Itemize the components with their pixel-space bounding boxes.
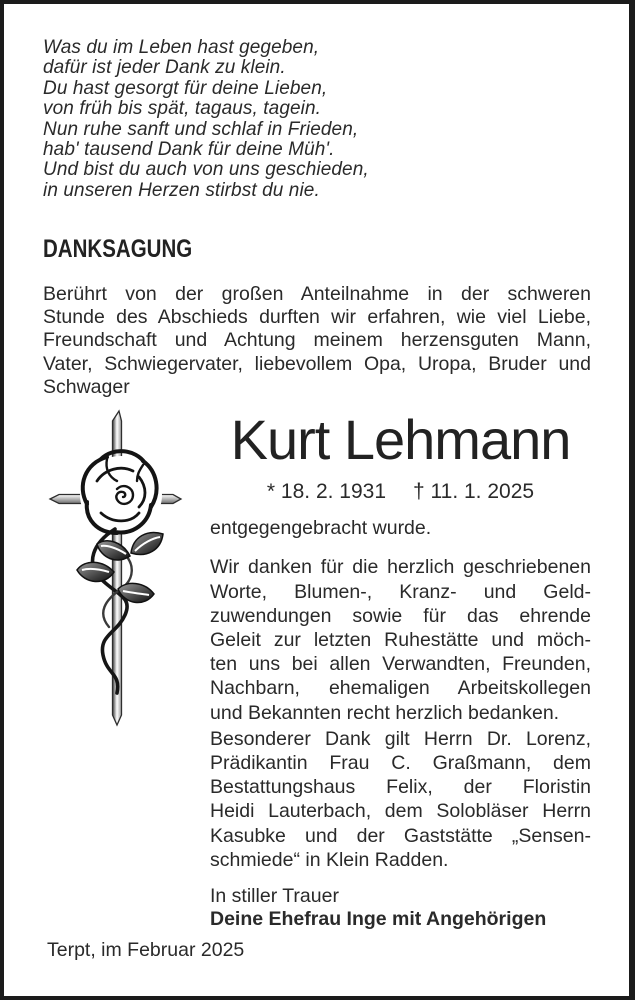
text-line: Kasubke und der Gaststätte „Sensen- [210,824,591,847]
intro-paragraph [43,283,591,399]
special-thanks-paragraph [210,727,591,872]
thanks-paragraph [210,555,591,724]
text-line: Nun ruhe sanft und schlaf in Frieden, [43,118,359,140]
text-line: Vater, Schwiegervater, liebevollem Opa, Uropa, Bruder und [43,352,591,375]
text-line: hab' tausend Dank für deine Müh'. [43,139,335,161]
text-line: und Bekannten recht herzlich bedanken. [210,701,560,724]
text-line: Du hast gesorgt für deine Lieben, [43,77,328,99]
text-line: schmiede“ in Klein Radden. [210,848,449,871]
text-line: Was du im Leben hast gegeben, [43,37,320,58]
danksagung-heading: DANKSAGUNG [43,235,193,263]
text-line: dafür ist jeder Dank zu klein. [43,57,286,79]
text-line: Prädikantin Frau C. Graßmann, dem [210,752,591,775]
mourning-line: In stiller Trauer [210,885,339,908]
birth-date: * 18. 2. 1931 [266,480,387,503]
main-column [210,408,591,931]
text-line: von früh bis spät, tagaus, tagein. [43,98,322,120]
life-dates [210,480,591,504]
family-signature: Deine Ehefrau Inge mit Angehörigen [210,908,547,931]
place-date-line: Terpt, im Februar 2025 [47,939,245,961]
text-line: Nachbarn, ehemaligen Arbeitskollegen [210,677,591,700]
text-line: ten uns bei allen Verwandten, Freunden, [210,653,591,676]
deceased-name: Kurt Lehmann [230,408,571,471]
text-line: Freundschaft und Achtung meinem herzensguten Mann, [43,329,591,352]
text-line: Heidi Lauterbach, dem Solobläser Herrn [210,800,591,823]
cross-with-rose-icon [35,403,195,735]
death-date: † 11. 1. 2025 [413,480,535,503]
text-line: Geleit zur letzten Ruhestätte und möch- [210,629,591,652]
continuation-line: entgegengebracht wurde. [210,517,432,540]
text-line: Berührt von der großen Anteilnahme in der schweren [43,283,591,305]
text-line: Wir danken für die herzlich geschriebenen [210,556,591,579]
text-line: Bestattungshaus Felix, der Floristin [210,776,591,799]
text-line: zuwendungen sowie für das ehrende [210,604,591,627]
text-line: Worte, Blumen-, Kranz- und Geld- [210,580,591,603]
text-line: Besonderer Dank gilt Herrn Dr. Lorenz, [210,727,591,750]
memorial-poem [43,38,369,201]
text-line: Und bist du auch von uns geschieden, [43,159,369,181]
text-line: Stunde des Abschieds durften wir erfahren, wie viel Liebe, [43,306,591,329]
text-line: in unseren Herzen stirbst du nie. [43,179,320,201]
text-line: Schwager [43,375,130,398]
